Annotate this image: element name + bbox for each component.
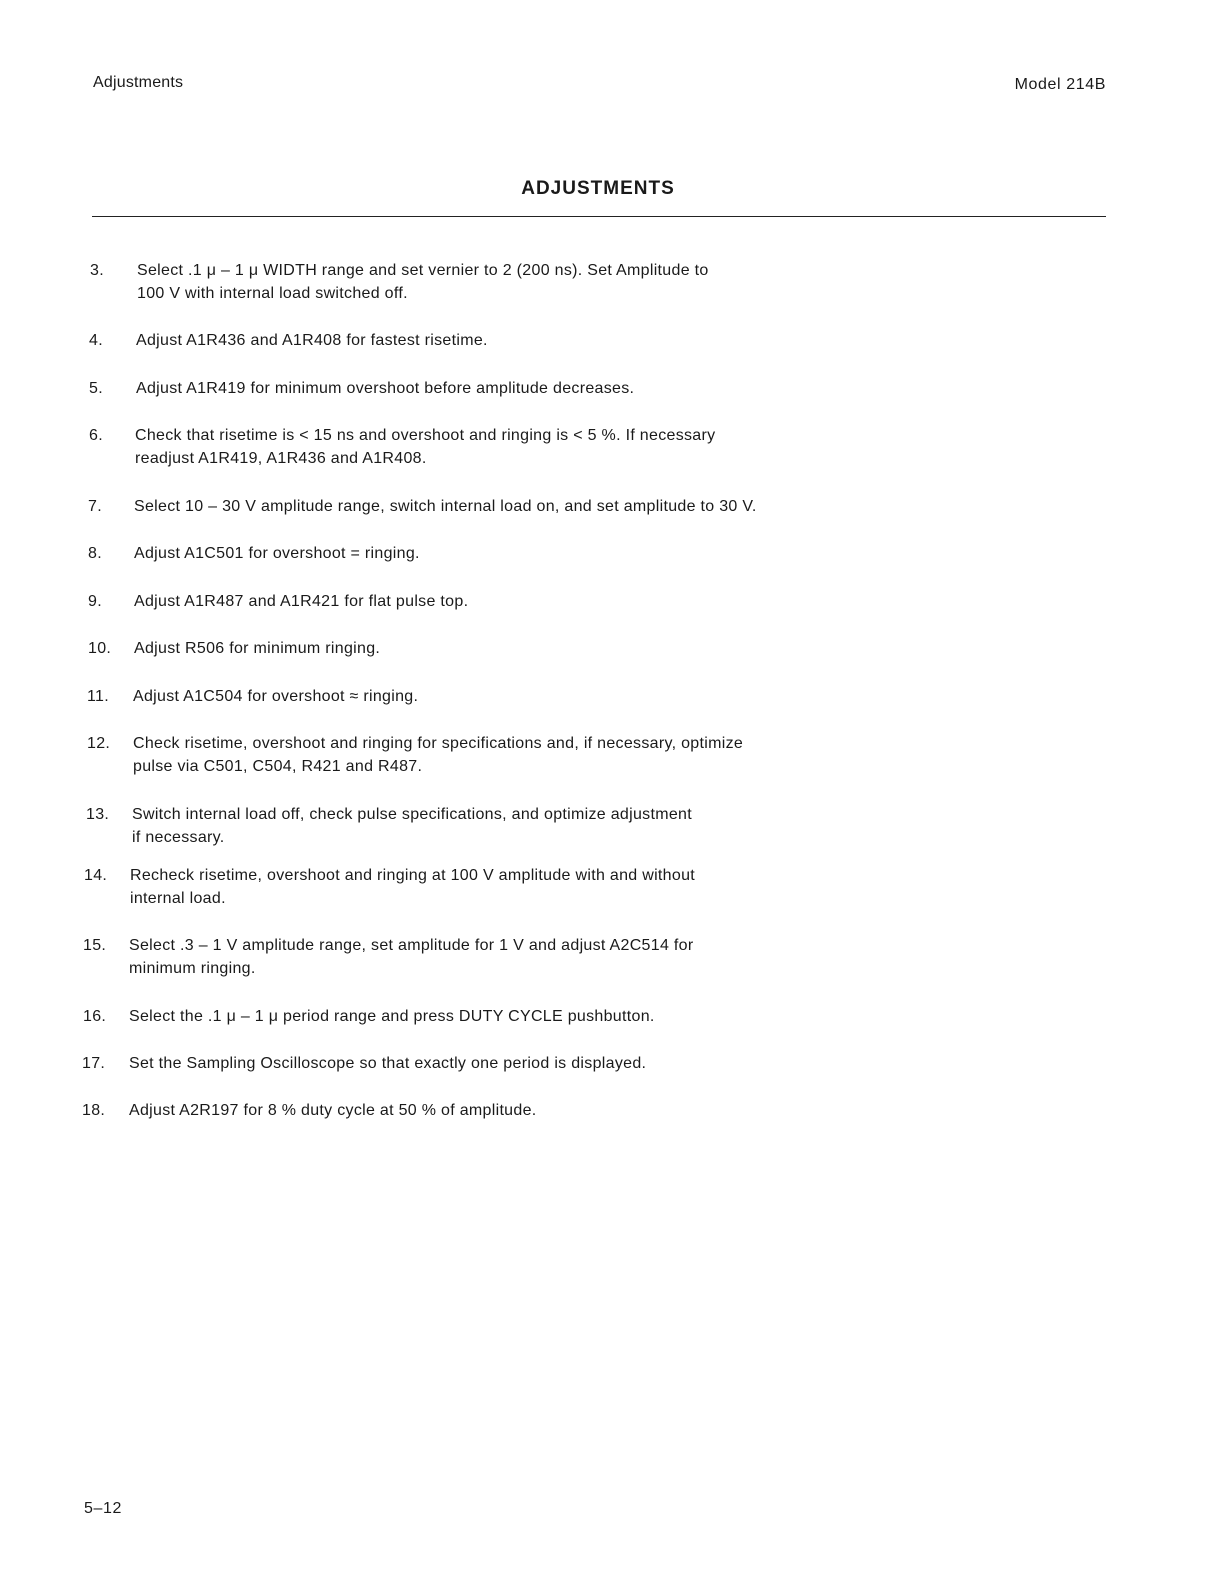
step-number: 16. (83, 1008, 107, 1025)
step-number: 8. (88, 545, 102, 562)
step-number: 3. (90, 262, 104, 279)
title-rule (92, 216, 1106, 217)
step-number: 6. (89, 427, 103, 444)
step-number: 4. (89, 332, 103, 349)
step-text: Select the .1 μ – 1 μ period range and press DUTY CYCLE pushbutton. (129, 1008, 655, 1025)
step-number: 18. (82, 1102, 106, 1119)
step-number: 13. (86, 806, 110, 823)
step-number: 9. (88, 593, 102, 610)
step-number: 15. (83, 937, 107, 954)
step-text: Select .3 – 1 V amplitude range, set amplitude for 1 V and adjust A2C514 for minimum ringing. (129, 937, 694, 977)
step-text: Adjust A1C504 for overshoot ≈ ringing. (133, 688, 419, 705)
step-number: 7. (88, 498, 102, 515)
step-text: Check risetime, overshoot and ringing for specifications and, if necessary, optimize pulse via C501, C504, R421 and R487. (133, 735, 744, 775)
step-text: Switch internal load off, check pulse specifications, and optimize adjustment if necessary. (132, 806, 692, 846)
step-text: Select .1 μ – 1 μ WIDTH range and set vernier to 2 (200 ns). Set Amplitude to 100 V with internal load switched off. (137, 262, 709, 302)
step-text: Recheck risetime, overshoot and ringing at 100 V amplitude with and without internal load. (130, 867, 696, 907)
step-text: Select 10 – 30 V amplitude range, switch internal load on, and set amplitude to 30 V. (134, 498, 757, 515)
step-text: Adjust A2R197 for 8 % duty cycle at 50 % of amplitude. (129, 1102, 537, 1119)
step-number: 10. (88, 640, 112, 657)
step-text: Set the Sampling Oscilloscope so that exactly one period is displayed. (129, 1055, 647, 1072)
step-number: 12. (87, 735, 111, 752)
running-header-section: Adjustments (93, 74, 184, 91)
step-number: 14. (84, 867, 108, 884)
step-number: 17. (82, 1055, 106, 1072)
step-number: 5. (89, 380, 103, 397)
step-text: Adjust R506 for minimum ringing. (134, 640, 381, 657)
running-header-model: Model 214B (1014, 76, 1106, 93)
step-text: Adjust A1R487 and A1R421 for flat pulse top. (134, 593, 469, 610)
page-number: 5–12 (84, 1500, 122, 1517)
step-text: Adjust A1R436 and A1R408 for fastest risetime. (136, 332, 488, 349)
step-number: 11. (87, 688, 109, 705)
step-text: Check that risetime is < 15 ns and overshoot and ringing is < 5 %. If necessary readjust A1R419, A1R436 and A1R408. (135, 427, 716, 467)
page-title: ADJUSTMENTS (521, 178, 675, 199)
step-text: Adjust A1C501 for overshoot = ringing. (134, 545, 420, 562)
step-text: Adjust A1R419 for minimum overshoot before amplitude decreases. (136, 380, 635, 397)
